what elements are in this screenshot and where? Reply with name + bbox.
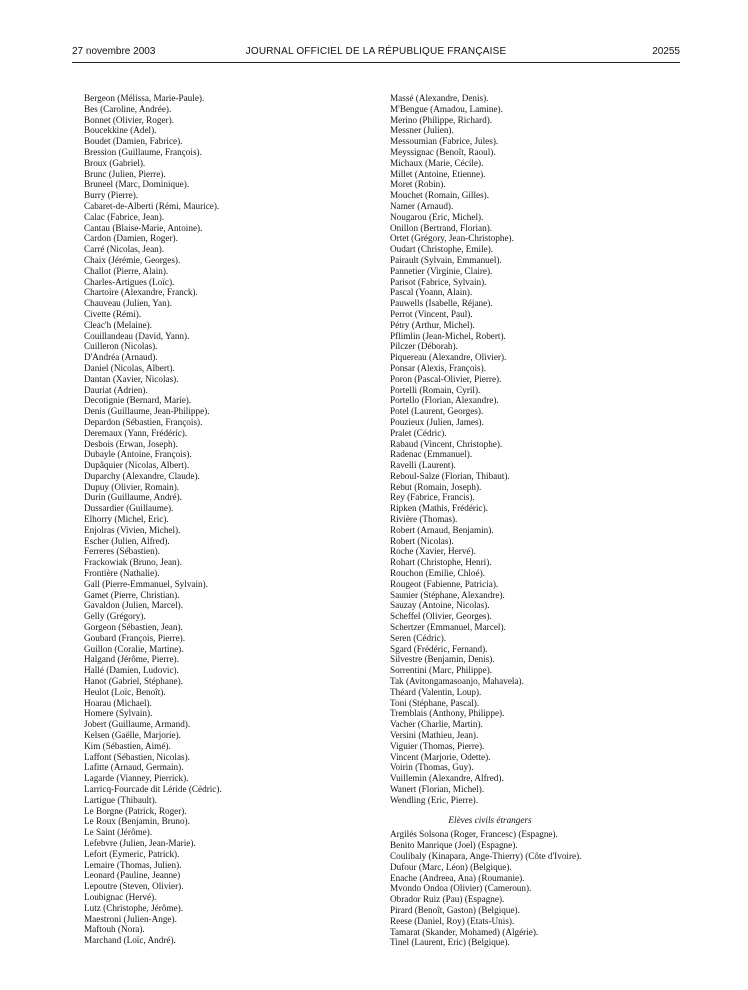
list-item: Gelly (Grégory). bbox=[84, 611, 146, 622]
list-item: Challot (Pierre, Alain). bbox=[84, 265, 169, 276]
list-item: Chauveau (Julien, Yan). bbox=[84, 298, 173, 309]
list-item: Reese (Daniel, Roy) (Etats-Unis). bbox=[390, 915, 515, 926]
list-item: Seren (Cédric). bbox=[390, 632, 447, 643]
list-item: Reboul-Salze (Florian, Thibaut). bbox=[390, 470, 510, 481]
list-item: Cabaret-de-Alberti (Rémi, Maurice). bbox=[84, 200, 220, 211]
list-item: Benito Manrique (Joel) (Espagne). bbox=[390, 840, 518, 851]
list-item: Sauzay (Antoine, Nicolas). bbox=[390, 600, 490, 611]
list-item: Bonnet (Olivier, Roger). bbox=[84, 114, 174, 125]
list-item: Portelli (Romain, Cyril). bbox=[390, 384, 481, 395]
list-item: Goubard (François, Pierre). bbox=[84, 632, 186, 643]
list-item: Théard (Valentin, Loup). bbox=[390, 686, 482, 697]
list-item: Lutz (Christophe, Jérôme). bbox=[84, 902, 183, 913]
list-item: Parisot (Fabrice, Sylvain). bbox=[390, 276, 487, 287]
list-item: Tinel (Laurent, Eric) (Belgique). bbox=[390, 937, 510, 948]
header-date: 27 novembre 2003 bbox=[72, 46, 156, 57]
list-item: Enache (Andreea, Ana) (Roumanie). bbox=[390, 872, 525, 883]
list-item: Pauwells (Isabelle, Réjane). bbox=[390, 298, 493, 309]
list-item: Burry (Pierre). bbox=[84, 190, 139, 201]
foreign-name-list bbox=[390, 829, 680, 948]
list-item: Hallé (Damien, Ludovic). bbox=[84, 665, 179, 676]
list-item: Ferreres (Sébastien). bbox=[84, 546, 161, 557]
list-item: Rohart (Christophe, Henri). bbox=[390, 557, 492, 568]
list-item: Bes (Caroline, Andrée). bbox=[84, 103, 172, 114]
list-item: Merino (Philippe, Richard). bbox=[390, 114, 493, 125]
list-item: Tamarat (Skander, Mohamed) (Algérie). bbox=[390, 926, 539, 937]
list-item: Messner (Julien). bbox=[390, 125, 454, 136]
list-item: Kelsen (Gaëlle, Marjorie). bbox=[84, 730, 181, 741]
list-item: Wanert (Florian, Michel). bbox=[390, 784, 485, 794]
list-item: Desbois (Erwan, Joseph). bbox=[84, 438, 178, 449]
list-item: Dufour (Marc, Léon) (Belgique). bbox=[390, 861, 512, 872]
list-item: Viguier (Thomas, Pierre). bbox=[390, 740, 485, 751]
list-item: Escher (Julien, Alfred). bbox=[84, 535, 170, 546]
list-item: Pascal (Yoann, Alain). bbox=[390, 287, 473, 298]
list-item: Duparchy (Alexandre, Claude). bbox=[84, 470, 200, 481]
list-item: Pouzieux (Julien, James). bbox=[390, 416, 484, 427]
list-item: Saunier (Stéphane, Alexandre). bbox=[390, 589, 505, 600]
list-item: Sgard (Frédéric, Fernand). bbox=[390, 643, 488, 654]
list-item: Toni (Stéphane, Pascal). bbox=[390, 697, 480, 708]
list-item: Larricq-Fourcade dit Léride (Cédric). bbox=[84, 784, 222, 794]
list-item: Massé (Alexandre, Denis). bbox=[390, 93, 489, 103]
list-item: Ripken (Mathis, Frédéric). bbox=[390, 503, 488, 514]
list-item: Coulibaly (Kinapara, Ange-Thierry) (Côte d'Ivoire). bbox=[390, 850, 582, 861]
list-item: Daniel (Nicolas, Albert). bbox=[84, 362, 175, 373]
list-item: Le Saint (Jérôme). bbox=[84, 827, 153, 838]
list-item: Maftouh (Nora). bbox=[84, 924, 145, 935]
header-page-number: 20255 bbox=[652, 46, 680, 57]
list-item: Versini (Mathieu, Jean). bbox=[390, 730, 479, 741]
list-item: Enjolras (Vivien, Michel). bbox=[84, 524, 181, 535]
list-item: Dauriat (Adrien). bbox=[84, 384, 148, 395]
list-item: Gall (Pierre-Emmanuel, Sylvain). bbox=[84, 578, 208, 589]
list-item: Lemaire (Thomas, Julien). bbox=[84, 859, 182, 870]
foreign-section-title: Elèves civils étrangers bbox=[448, 814, 532, 825]
list-item: Hanot (Gabriel, Stéphane). bbox=[84, 676, 183, 687]
left-column bbox=[84, 93, 374, 946]
list-item: Rebut (Romain, Joseph). bbox=[390, 481, 482, 492]
list-item: Civette (Rémi). bbox=[84, 308, 142, 319]
list-item: Laffont (Sébastien, Nicolas). bbox=[84, 751, 190, 762]
list-item: Guillon (Coralie, Martine). bbox=[84, 643, 184, 654]
left-name-list bbox=[84, 93, 374, 946]
list-item: Maestroni (Julien-Ange). bbox=[84, 913, 177, 924]
list-item: Denis (Guillaume, Jean-Philippe). bbox=[84, 406, 210, 417]
list-item: Voirin (Thomas, Guy). bbox=[390, 762, 474, 773]
list-item: Pairault (Sylvain, Emmanuel). bbox=[390, 254, 502, 265]
list-item: Boudet (Damien, Fabrice). bbox=[84, 136, 183, 147]
list-item: Carré (Nicolas, Jean). bbox=[84, 244, 165, 255]
list-item: Jobert (Guillaume, Armand). bbox=[84, 719, 191, 730]
list-item: Bression (Guillaume, François). bbox=[84, 146, 202, 157]
list-item: Durin (Guillaume, André). bbox=[84, 492, 182, 503]
list-item: Lartigue (Thibault). bbox=[84, 794, 157, 805]
right-name-list bbox=[390, 93, 680, 806]
list-item: Cantau (Blaise-Marie, Antoine). bbox=[84, 222, 203, 233]
list-item: Dupuy (Olivier, Romain). bbox=[84, 481, 180, 492]
list-item: Pilczer (Déborah). bbox=[390, 341, 458, 352]
list-item: Chaix (Jérémie, Georges). bbox=[84, 254, 181, 265]
list-item: Dussardier (Guillaume). bbox=[84, 503, 174, 514]
list-item: Le Borgne (Patrick, Roger). bbox=[84, 805, 187, 816]
list-item: Heulot (Loïc, Benoît). bbox=[84, 686, 166, 697]
list-item: Rivière (Thomas). bbox=[390, 514, 458, 525]
list-item: Dantan (Xavier, Nicolas). bbox=[84, 373, 179, 384]
list-item: Cuilleron (Nicolas). bbox=[84, 341, 158, 352]
list-item: Ravelli (Laurent). bbox=[390, 460, 456, 471]
list-item: Kim (Sébastien, Aimé). bbox=[84, 740, 171, 751]
header-title: JOURNAL OFFICIEL DE LA RÉPUBLIQUE FRANÇAISE bbox=[245, 46, 507, 57]
list-item: Gorgeon (Sébastien, Jean). bbox=[84, 622, 183, 633]
list-item: Boucekkine (Adel). bbox=[84, 125, 157, 136]
list-item: Depardon (Sébastien, François). bbox=[84, 416, 203, 427]
list-item: Leonard (Pauline, Jeanne) bbox=[84, 870, 181, 881]
list-item: Lagarde (Vianney, Pierrick). bbox=[84, 773, 189, 784]
list-item: Radenac (Emmanuel). bbox=[390, 449, 473, 460]
list-item: Potel (Laurent, Georges). bbox=[390, 406, 484, 417]
list-item: Ortet (Grégory, Jean-Christophe). bbox=[390, 233, 514, 244]
list-item: Cardon (Damien, Roger). bbox=[84, 233, 178, 244]
list-item: Homere (Sylvain). bbox=[84, 708, 153, 719]
list-item: Moret (Robin). bbox=[390, 179, 446, 190]
list-item: Decotignie (Bernard, Marie). bbox=[84, 395, 192, 406]
list-item: Chartoire (Alexandre, Franck). bbox=[84, 287, 198, 298]
list-item: Robert (Nicolas). bbox=[390, 535, 454, 546]
list-item: Mouchet (Romain, Gilles). bbox=[390, 190, 490, 201]
list-item: Lepoutre (Steven, Olivier). bbox=[84, 881, 184, 892]
list-item: Nougarou (Eric, Michel). bbox=[390, 211, 484, 222]
list-item: Schertzer (Emmanuel, Marcel). bbox=[390, 622, 506, 633]
list-item: Loubignac (Hervé). bbox=[84, 891, 157, 902]
list-item: Lefort (Eymeric, Patrick). bbox=[84, 848, 180, 859]
list-item: Bruneel (Marc, Dominique). bbox=[84, 179, 190, 190]
list-item: Vincent (Marjorie, Odette). bbox=[390, 751, 491, 762]
list-item: Mvondo Ondoa (Olivier) (Cameroun). bbox=[390, 883, 532, 894]
page-header bbox=[72, 46, 680, 62]
list-item: Piquereau (Alexandre, Olivier). bbox=[390, 352, 507, 363]
list-item: Frackowiak (Bruno, Jean). bbox=[84, 557, 182, 568]
list-item: Deremaux (Yann, Frédéric). bbox=[84, 427, 188, 438]
list-item: Marchand (Loïc, André). bbox=[84, 935, 176, 946]
list-item: M'Bengue (Amadou, Lamine). bbox=[390, 103, 503, 114]
list-item: Robert (Arnaud, Benjamin). bbox=[390, 524, 494, 535]
list-item: Lefebvre (Julien, Jean-Marie). bbox=[84, 837, 196, 848]
list-item: Broux (Gabriel). bbox=[84, 157, 146, 168]
list-item: Elhorry (Michel, Eric). bbox=[84, 514, 169, 525]
list-item: Wendling (Eric, Pierre). bbox=[390, 794, 479, 805]
list-item: Perrot (Vincent, Paul). bbox=[390, 308, 473, 319]
list-item: Halgand (Jérôme, Pierre). bbox=[84, 654, 179, 665]
right-column bbox=[390, 93, 680, 948]
list-item: Dubayle (Antoine, François). bbox=[84, 449, 192, 460]
list-item: Rougeot (Fabienne, Patricia). bbox=[390, 578, 499, 589]
header-rule bbox=[72, 62, 680, 63]
list-item: Le Roux (Benjamin, Bruno). bbox=[84, 816, 190, 827]
list-item: Lafitte (Arnaud, Germain). bbox=[84, 762, 184, 773]
list-item: Scheffel (Olivier, Georges). bbox=[390, 611, 492, 622]
list-item: Tak (Avitongamasoanjo, Mahavela). bbox=[390, 676, 524, 687]
list-item: Cleac'h (Melaine). bbox=[84, 319, 152, 330]
list-item: Dupâquier (Nicolas, Albert). bbox=[84, 460, 190, 471]
list-item: Obrador Ruiz (Pau) (Espagne). bbox=[390, 894, 505, 905]
list-item: Michaux (Marie, Cécile). bbox=[390, 157, 484, 168]
list-item: Argilés Solsona (Roger, Francesc) (Espagne). bbox=[390, 829, 558, 840]
list-item: Pralet (Cédric). bbox=[390, 427, 447, 438]
list-item: Silvestre (Benjamin, Denis). bbox=[390, 654, 495, 665]
list-item: Brunc (Julien, Pierre). bbox=[84, 168, 166, 179]
list-item: Charles-Artigues (Loïc). bbox=[84, 276, 175, 287]
list-item: Gamet (Pierre, Christian). bbox=[84, 589, 180, 600]
list-item: Pétry (Arthur, Michel). bbox=[390, 319, 475, 330]
list-item: Vacher (Charlie, Martin). bbox=[390, 719, 483, 730]
list-item: Poron (Pascal-Olivier, Pierre). bbox=[390, 373, 502, 384]
list-item: Bergeon (Mélissa, Marie-Paule). bbox=[84, 93, 205, 103]
list-item: Meyssignac (Benoît, Raoul). bbox=[390, 146, 496, 157]
list-item: Millet (Antoine, Etienne). bbox=[390, 168, 486, 179]
list-item: Messoumian (Fabrice, Jules). bbox=[390, 136, 499, 147]
list-item: Vuillemin (Alexandre, Alfred). bbox=[390, 773, 504, 784]
list-item: Hoarau (Michael). bbox=[84, 697, 152, 708]
list-item: Ponsar (Alexis, François). bbox=[390, 362, 486, 373]
list-item: D'Andréa (Arnaud). bbox=[84, 352, 158, 363]
list-item: Gavaldon (Julien, Marcel). bbox=[84, 600, 183, 611]
list-item: Sorrentini (Marc, Philippe). bbox=[390, 665, 493, 676]
list-item: Namer (Arnaud). bbox=[390, 200, 454, 211]
list-item: Frontière (Nathalie). bbox=[84, 568, 160, 579]
list-item: Rouchon (Emilie, Chloé). bbox=[390, 568, 485, 579]
list-item: Tremblais (Anthony, Philippe). bbox=[390, 708, 505, 719]
list-item: Couillandeau (David, Yann). bbox=[84, 330, 190, 341]
list-item: Oudart (Christophe, Emile). bbox=[390, 244, 494, 255]
list-item: Calac (Fabrice, Jean). bbox=[84, 211, 165, 222]
list-item: Rabaud (Vincent, Christophe). bbox=[390, 438, 503, 449]
list-item: Pflimlin (Jean-Michel, Robert). bbox=[390, 330, 506, 341]
list-item: Pannetier (Virginie, Claire). bbox=[390, 265, 493, 276]
list-item: Portello (Florian, Alexandre). bbox=[390, 395, 499, 406]
list-item: Roche (Xavier, Hervé). bbox=[390, 546, 476, 557]
list-item: Pirard (Benoît, Gaston) (Belgique). bbox=[390, 904, 520, 915]
list-item: Rey (Fabrice, Francis). bbox=[390, 492, 475, 503]
list-item: Onillon (Bertrand, Florian). bbox=[390, 222, 493, 233]
